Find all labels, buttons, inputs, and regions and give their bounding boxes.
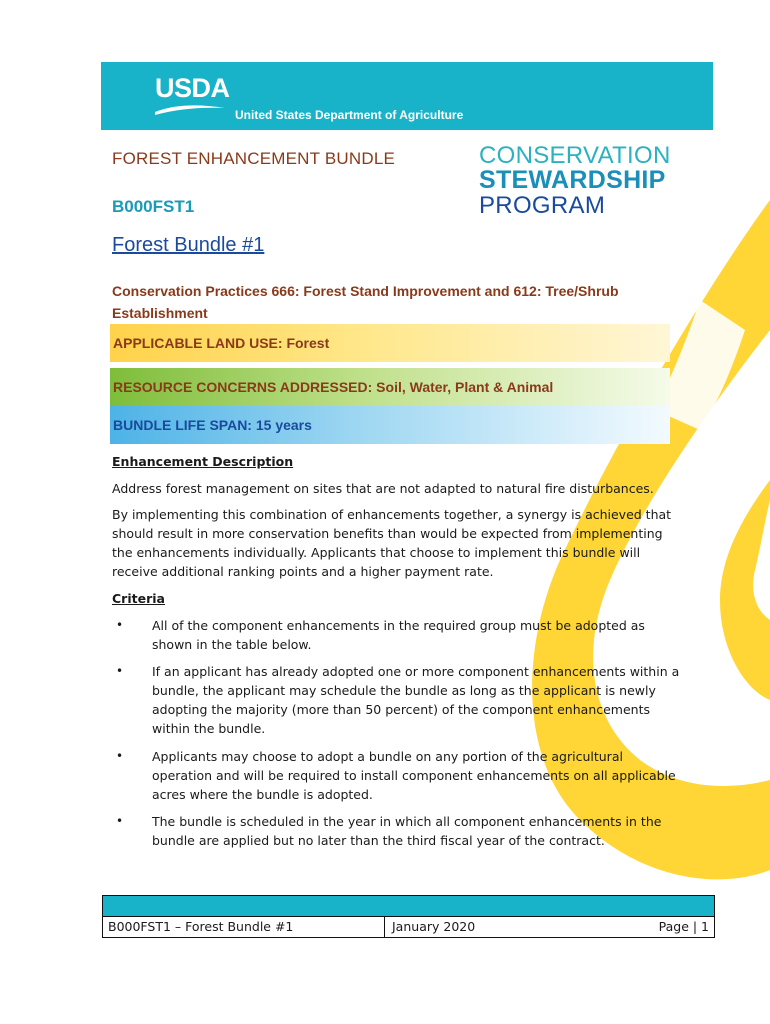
criteria-item-2: If an applicant has already adopted one or more component enhancements within a bundle, the applicant may schedule the bundle as long as the applicant is newly adopting the majority (more than 50 percent) of the component enhancements within the bundle. <box>152 664 680 736</box>
csp-logo-line1: CONSERVATION <box>479 142 671 169</box>
bullet-icon: • <box>116 749 124 763</box>
bullet-icon: • <box>116 814 124 828</box>
page-footer <box>102 895 715 938</box>
department-name: United States Department of Agriculture <box>235 108 464 122</box>
bundle-title: Forest Bundle #1 <box>112 234 265 256</box>
usda-logo: USDA <box>155 73 230 103</box>
usda-header-banner <box>101 62 713 130</box>
resource-concerns-bar: RESOURCE CONCERNS ADDRESSED: Soil, Water, Plant & Animal <box>110 368 670 406</box>
csp-logo <box>479 143 671 218</box>
criteria-item-4: The bundle is scheduled in the year in which all component enhancements in the bundle are applied but no later than the third fiscal year of the contract. <box>152 814 662 848</box>
bundle-code: B000FST1 <box>112 197 195 216</box>
description-paragraph-1: Address forest management on sites that are not adapted to natural fire disturbances. <box>112 481 654 496</box>
description-heading: Enhancement Description <box>112 454 294 469</box>
description-paragraph-2: By implementing this combination of enhancements together, a synergy is achieved that should result in more conservation benefits than would be expected from implementing the enhancements individually. Applicants that choose to implement this bundle will receive additional ranking points and a higher payment rate. <box>112 507 672 579</box>
land-use-bar: APPLICABLE LAND USE: Forest <box>110 324 670 362</box>
bundle-heading: FOREST ENHANCEMENT BUNDLE <box>112 149 396 168</box>
criteria-item-1: All of the component enhancements in the required group must be adopted as shown in the table below. <box>152 618 645 652</box>
footer-band <box>103 896 714 917</box>
csp-logo-line3: PROGRAM <box>479 192 606 219</box>
conservation-practices: Conservation Practices 666: Forest Stand Improvement and 612: Tree/Shrub Establishment <box>112 283 619 321</box>
bullet-icon: • <box>116 618 124 632</box>
criteria-heading: Criteria <box>112 591 165 606</box>
footer-doc-id: B000FST1 – Forest Bundle #1 <box>103 917 385 937</box>
footer-page-number: Page | 1 <box>658 919 709 934</box>
footer-date: January 2020 <box>392 919 476 934</box>
life-span-bar: BUNDLE LIFE SPAN: 15 years <box>110 406 670 444</box>
usda-swoosh-icon <box>155 102 225 116</box>
criteria-item-3: Applicants may choose to adopt a bundle on any portion of the agricultural operation and will be required to install component enhancements on all applicable acres where the bundle is adopted. <box>152 749 676 802</box>
footer-row <box>103 917 714 937</box>
bullet-icon: • <box>116 664 124 678</box>
csp-logo-line2: STEWARDSHIP <box>479 166 666 194</box>
